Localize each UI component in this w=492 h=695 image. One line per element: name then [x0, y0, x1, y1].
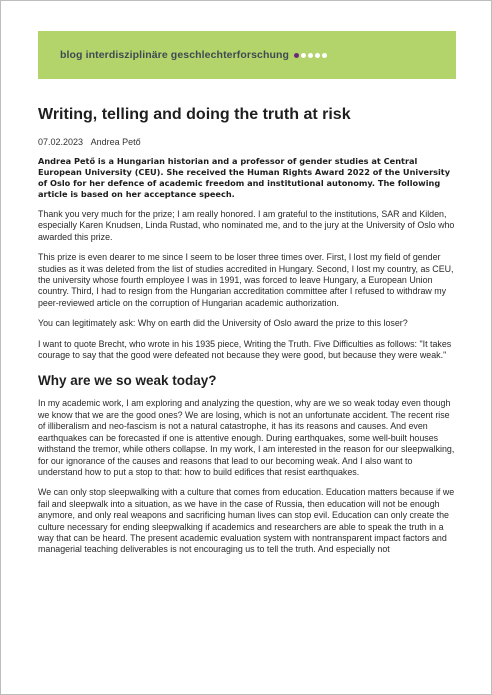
- article-paragraph: You can legitimately ask: Why on earth did the University of Oslo award the prize to this loser?: [38, 318, 408, 329]
- section-paragraph: In my academic work, I am exploring and analyzing the question, why are we so weak today even though we know that we are the good ones? We are losing, which is not an unfortunate accident. The recent rise of illiberalism and neo-fascism is not a natural catastrophe, it has its reasons and causes. And even earthquakes can be forecasted if one is attentive enough. During earthquakes, some well-built houses withstand the tremor, while others collapse. In my work, I am interested in the reason for our sleepwalking, for our ignorance of the causes and reasons that lead to our becoming weak. And I also want to understand how to put a stop to that: how to build edifices that resist earthquakes.: [38, 398, 455, 477]
- section-paragraph: We can only stop sleepwalking with a culture that comes from education. Education matters because if we fail and sleepwalk into a situation, as we have in the case of Russia, then education will not be enough anymore, and only real weapons and sacrificing human lives can stop evil. Education can only create the culture necessary for ending sleepwalking if academics and researchers are able to speak the truth in a way that can be heard. The present academic evaluation system with nontransparent impact factors and managerial teaching deliverables is not encouraging us to tell the truth. And especially not: [38, 487, 455, 555]
- article-lead: Andrea Pető is a Hungarian historian and a professor of gender studies at Central European University (CEU). She received the Human Rights Award 2022 of the University of Oslo for her defence of academic freedom and institutional autonomy. The following article is based on her acceptance speech.: [38, 156, 451, 199]
- article-date: 07.02.2023: [38, 137, 84, 147]
- dot-icon: [322, 53, 327, 58]
- article-paragraph: This prize is even dearer to me since I seem to be loser three times over. First, I lost my field of gender studies as it was deleted from the list of studies accredited in Hungary. Second, I lost my country, as CEU, the university whose fourth employee I was in 1991, was forced to leave Hungary, a European Union country. Third, I had to resign from the Hungarian accreditation committee after I refused to withdraw my peer-reviewed article on the corruption of Hungarian academic authorization.: [38, 252, 454, 308]
- blog-title[interactable]: blog interdisziplinäre geschlechterforschung: [60, 49, 290, 61]
- article-author[interactable]: Andrea Pető: [90, 137, 141, 147]
- blog-header-banner[interactable]: [38, 31, 456, 79]
- article-meta: [38, 136, 456, 148]
- dot-icon: [294, 53, 299, 58]
- dot-icon: [308, 53, 313, 58]
- dot-icon: [301, 53, 306, 58]
- article-content: [38, 105, 456, 556]
- article-paragraph: I want to quote Brecht, who wrote in his 1935 piece, Writing the Truth. Five Difficulties as follows: "It takes courage to say that the good were defeated not because they were good, but because they were weak.": [38, 338, 452, 361]
- article-paragraph: Thank you very much for the prize; I am really honored. I am grateful to the institutions, SAR and Kilden, especially Karen Knudsen, Linda Rustad, who nominated me, and to the jury at the University of Oslo who awarded this prize.: [38, 209, 455, 242]
- section-heading: Why are we so weak today?: [38, 373, 217, 389]
- dot-icon: [315, 53, 320, 58]
- dots-decoration-icon: [294, 53, 327, 58]
- article-title: Writing, telling and doing the truth at risk: [38, 106, 351, 123]
